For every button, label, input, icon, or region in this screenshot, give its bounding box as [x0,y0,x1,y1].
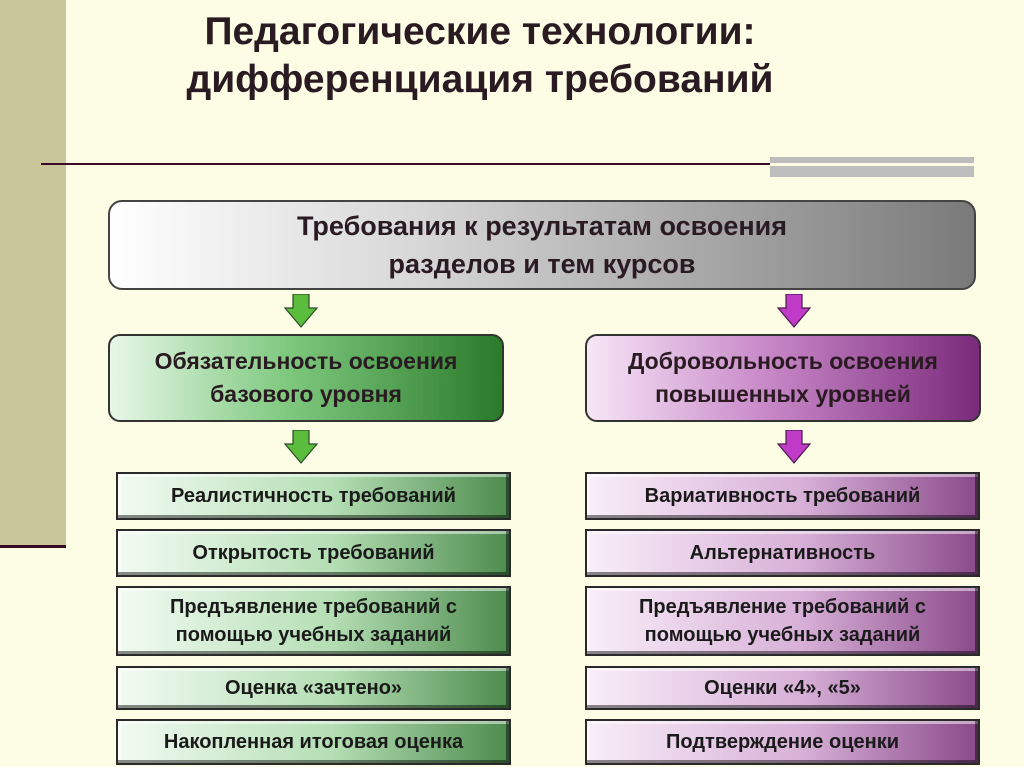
slide-title-line1: Педагогические технологии: [204,10,756,53]
voluntary-level-line2: повышенных уровней [655,381,911,407]
left-item-label: Предъявление требований с [170,596,457,618]
title-divider-accent [770,157,974,177]
left-item-label: Накопленная итоговая оценка [163,731,464,753]
requirements-box-line2: разделов и тем курсов [388,249,696,279]
right-item-label: Вариативность требований [644,485,921,507]
left-item-label: помощью учебных заданий [175,624,452,646]
mandatory-level-line1: Обязательность освоения [154,348,458,374]
voluntary-level-box [585,334,981,422]
slide-title [60,8,900,104]
arrow-down-purple-icon [777,294,811,328]
left-item-passed [116,666,511,710]
arrow-down-purple-icon [777,430,811,464]
left-item-openness [116,529,511,577]
right-item-label: Альтернативность [689,542,876,564]
arrow-down-green-icon [284,294,318,328]
right-item-confirmation [585,719,980,765]
voluntary-level-line1: Добровольность освоения [628,348,938,374]
right-item-label: Оценки «4», «5» [704,677,861,699]
side-accent-bar [0,0,66,546]
left-item-label: Оценка «зачтено» [224,677,403,699]
left-item-label: Открытость требований [192,542,435,564]
left-item-tasks [116,586,511,656]
mandatory-level-line2: базового уровня [210,381,402,407]
left-item-realistic [116,472,511,520]
slide-title-line2: дифференциация требований [186,58,774,101]
requirements-box-line1: Требования к результатам освоения [296,211,788,241]
mandatory-level-box [108,334,504,422]
right-item-label: Подтверждение оценки [666,731,899,753]
side-accent-line [0,545,66,548]
right-item-label: помощью учебных заданий [644,624,921,646]
left-item-cumulative [116,719,511,765]
left-item-label: Реалистичность требований [171,485,456,507]
requirements-box [108,200,976,290]
right-item-label: Предъявление требований с [639,596,926,618]
title-divider [41,163,771,165]
right-item-alternative [585,529,980,577]
right-item-tasks [585,586,980,656]
arrow-down-green-icon [284,430,318,464]
right-item-variability [585,472,980,520]
right-item-grades [585,666,980,710]
